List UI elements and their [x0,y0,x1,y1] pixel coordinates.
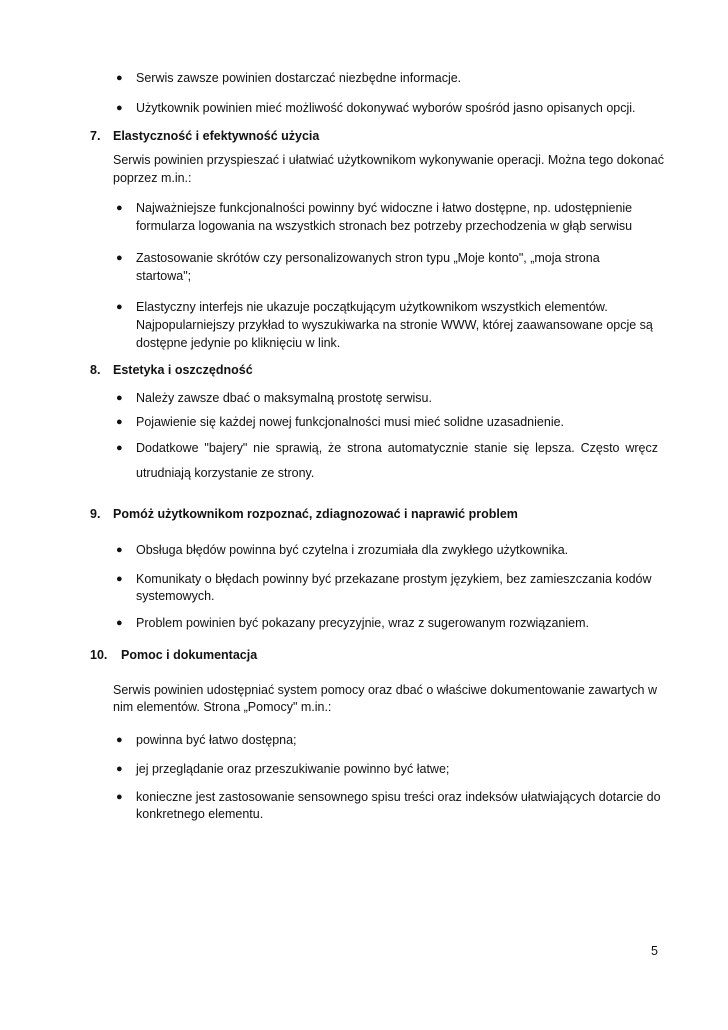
section-10-bullet-3-line-2: konkretnego elementu. [136,807,264,821]
section-7-title: Elastyczność i efektywność użycia [113,129,320,143]
top-bullet-2: Użytkownik powinien mieć możliwość dokonywać wyborów spośród jasno opisanych opcji. [136,101,636,115]
section-10-number: 10. [90,648,108,662]
bullet-marker: ● [116,392,123,404]
section-8-number: 8. [90,363,101,377]
bullet-marker: ● [116,252,123,264]
section-9-bullet-1: Obsługa błędów powinna być czytelna i zrozumiała dla zwykłego użytkownika. [136,543,569,557]
section-7-bullet-3-line-3: dostępne jedynie po kliknięciu w link. [136,336,341,350]
bullet-marker: ● [116,617,123,629]
bullet-marker: ● [116,544,123,556]
section-7-bullet-1-line-1: Najważniejsze funkcjonalności powinny być widoczne i łatwo dostępne, np. udostępnienie [136,201,633,215]
section-8-bullet-3-line-1: Dodatkowe "bajery" nie sprawią, że strona automatycznie stanie się lepsza. Często wręcz [136,441,658,455]
section-10-bullet-2: jej przeglądanie oraz przeszukiwanie powinno być łatwe; [136,762,450,776]
section-8-bullet-1: Należy zawsze dbać o maksymalną prostotę serwisu. [136,391,432,405]
bullet-marker: ● [116,72,123,84]
bullet-marker: ● [116,301,123,313]
section-8-bullet-2: Pojawienie się każdej nowej funkcjonalności musi mieć solidne uzasadnienie. [136,415,565,429]
section-10-intro-line-2: nim elementów. Strona „Pomocy" m.in.: [113,700,332,714]
section-9-bullet-2-line-2: systemowych. [136,589,215,603]
section-10-intro-line-1: Serwis powinien udostępniać system pomocy oraz dbać o właściwe dokumentowanie zawartych w [113,683,658,697]
top-bullet-1: Serwis zawsze powinien dostarczać niezbędne informacje. [136,71,462,85]
bullet-marker: ● [116,573,123,585]
section-7-bullet-3-line-1: Elastyczny interfejs nie ukazuje początkującym użytkownikom wszystkich elementów. [136,300,608,314]
page-number: 5 [651,944,658,958]
section-10-bullet-1: powinna być łatwo dostępna; [136,733,297,747]
bullet-marker: ● [116,442,123,454]
bullet-marker: ● [116,734,123,746]
section-8-bullet-3-line-2: utrudniają korzystanie ze strony. [136,466,315,480]
section-10-bullet-3-line-1: konieczne jest zastosowanie sensownego spisu treści oraz indeksów ułatwiających dotarcie do [136,790,661,804]
section-7-bullet-2-line-1: Zastosowanie skrótów czy personalizowanych stron typu „Moje konto", „moja strona [136,251,600,265]
section-8-title: Estetyka i oszczędność [113,363,253,377]
section-7-number: 7. [90,129,101,143]
bullet-marker: ● [116,102,123,114]
section-7-bullet-2-line-2: startowa"; [136,269,192,283]
section-9-number: 9. [90,507,101,521]
section-10-title: Pomoc i dokumentacja [121,648,258,662]
section-7-intro-line-2: poprzez m.in.: [113,171,192,185]
section-9-bullet-3: Problem powinien być pokazany precyzyjnie, wraz z sugerowanym rozwiązaniem. [136,616,589,630]
bullet-marker: ● [116,416,123,428]
bullet-marker: ● [116,763,123,775]
bullet-marker: ● [116,791,123,803]
bullet-marker: ● [116,202,123,214]
section-7-bullet-3-line-2: Najpopularniejszy przykład to wyszukiwarka na stronie WWW, której zaawansowane opcje są [136,318,653,332]
section-7-bullet-1-line-2: formularza logowania na wszystkich stronach bez potrzeby przechodzenia w głąb serwisu [136,219,633,233]
section-9-bullet-2-line-1: Komunikaty o błędach powinny być przekazane prostym językiem, bez zamieszczania kodów [136,572,652,586]
section-9-title: Pomóż użytkownikom rozpoznać, zdiagnozować i naprawić problem [113,507,518,521]
section-7-intro-line-1: Serwis powinien przyspieszać i ułatwiać użytkownikom wykonywanie operacji. Można tego dokonać [113,153,664,167]
